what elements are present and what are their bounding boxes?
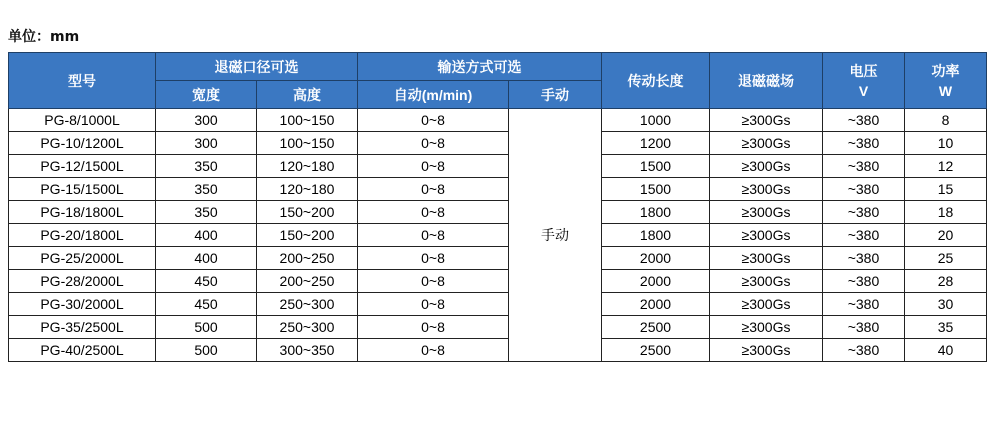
cell-height: 300~350 <box>257 339 358 362</box>
table-row <box>9 293 987 316</box>
header-power <box>905 53 987 109</box>
cell-height: 150~200 <box>257 224 358 247</box>
table-row <box>9 178 987 201</box>
cell-demag-field: ≥300Gs <box>710 201 823 224</box>
cell-width: 450 <box>156 270 257 293</box>
cell-drive-length: 1800 <box>602 224 710 247</box>
cell-voltage: ~380 <box>823 155 905 178</box>
cell-width: 300 <box>156 132 257 155</box>
cell-height: 250~300 <box>257 316 358 339</box>
cell-demag-field: ≥300Gs <box>710 316 823 339</box>
cell-power: 25 <box>905 247 987 270</box>
cell-drive-length: 1500 <box>602 178 710 201</box>
cell-voltage: ~380 <box>823 270 905 293</box>
header-voltage-unit: V <box>858 82 869 99</box>
cell-width: 300 <box>156 109 257 132</box>
cell-model: PG-15/1500L <box>9 178 156 201</box>
cell-width: 400 <box>156 224 257 247</box>
cell-auto: 0~8 <box>358 293 509 316</box>
cell-voltage: ~380 <box>823 293 905 316</box>
table-row <box>9 224 987 247</box>
cell-auto: 0~8 <box>358 109 509 132</box>
cell-voltage: ~380 <box>823 201 905 224</box>
cell-auto: 0~8 <box>358 316 509 339</box>
table-row <box>9 247 987 270</box>
cell-height: 120~180 <box>257 178 358 201</box>
unit-label: 单位：mm <box>8 29 80 45</box>
cell-auto: 0~8 <box>358 270 509 293</box>
cell-width: 450 <box>156 293 257 316</box>
cell-model: PG-25/2000L <box>9 247 156 270</box>
header-voltage-label: 电压 <box>849 62 878 79</box>
table-row <box>9 201 987 224</box>
cell-power: 8 <box>905 109 987 132</box>
cell-width: 500 <box>156 316 257 339</box>
cell-demag-field: ≥300Gs <box>710 109 823 132</box>
cell-width: 350 <box>156 178 257 201</box>
cell-drive-length: 1000 <box>602 109 710 132</box>
cell-auto: 0~8 <box>358 178 509 201</box>
table-body <box>9 109 987 362</box>
table-header <box>9 53 987 109</box>
cell-voltage: ~380 <box>823 109 905 132</box>
cell-height: 250~300 <box>257 293 358 316</box>
cell-model: PG-40/2500L <box>9 339 156 362</box>
cell-voltage: ~380 <box>823 247 905 270</box>
header-manual: 手动 <box>509 81 602 109</box>
header-width: 宽度 <box>156 81 257 109</box>
cell-voltage: ~380 <box>823 316 905 339</box>
table-row <box>9 270 987 293</box>
table-row <box>9 132 987 155</box>
cell-height: 150~200 <box>257 201 358 224</box>
header-auto: 自动(m/min) <box>358 81 509 109</box>
cell-manual-merged: 手动 <box>509 109 602 362</box>
cell-model: PG-18/1800L <box>9 201 156 224</box>
cell-auto: 0~8 <box>358 155 509 178</box>
table-row <box>9 316 987 339</box>
cell-height: 200~250 <box>257 270 358 293</box>
cell-power: 20 <box>905 224 987 247</box>
cell-auto: 0~8 <box>358 224 509 247</box>
cell-drive-length: 1800 <box>602 201 710 224</box>
cell-drive-length: 2500 <box>602 339 710 362</box>
cell-model: PG-20/1800L <box>9 224 156 247</box>
cell-power: 28 <box>905 270 987 293</box>
spec-table <box>8 52 987 362</box>
cell-auto: 0~8 <box>358 132 509 155</box>
cell-width: 350 <box>156 155 257 178</box>
cell-power: 15 <box>905 178 987 201</box>
cell-auto: 0~8 <box>358 201 509 224</box>
cell-drive-length: 2000 <box>602 247 710 270</box>
cell-model: PG-12/1500L <box>9 155 156 178</box>
cell-power: 18 <box>905 201 987 224</box>
cell-height: 200~250 <box>257 247 358 270</box>
header-power-label: 功率 <box>931 62 960 79</box>
cell-demag-field: ≥300Gs <box>710 178 823 201</box>
table-row <box>9 339 987 362</box>
cell-power: 12 <box>905 155 987 178</box>
cell-height: 100~150 <box>257 132 358 155</box>
cell-drive-length: 2500 <box>602 316 710 339</box>
cell-drive-length: 2000 <box>602 293 710 316</box>
cell-model: PG-35/2500L <box>9 316 156 339</box>
header-demag-opening: 退磁口径可选 <box>156 53 358 81</box>
cell-power: 30 <box>905 293 987 316</box>
cell-voltage: ~380 <box>823 224 905 247</box>
cell-drive-length: 1200 <box>602 132 710 155</box>
header-drive-length: 传动长度 <box>602 53 710 109</box>
cell-demag-field: ≥300Gs <box>710 224 823 247</box>
cell-demag-field: ≥300Gs <box>710 247 823 270</box>
cell-height: 120~180 <box>257 155 358 178</box>
cell-demag-field: ≥300Gs <box>710 270 823 293</box>
cell-width: 400 <box>156 247 257 270</box>
cell-width: 500 <box>156 339 257 362</box>
cell-width: 350 <box>156 201 257 224</box>
cell-power: 35 <box>905 316 987 339</box>
header-voltage <box>823 53 905 109</box>
cell-voltage: ~380 <box>823 132 905 155</box>
cell-demag-field: ≥300Gs <box>710 155 823 178</box>
header-height: 高度 <box>257 81 358 109</box>
cell-model: PG-8/1000L <box>9 109 156 132</box>
header-power-unit: W <box>938 82 953 99</box>
cell-model: PG-10/1200L <box>9 132 156 155</box>
cell-drive-length: 2000 <box>602 270 710 293</box>
table-row <box>9 109 987 132</box>
table-row <box>9 155 987 178</box>
cell-voltage: ~380 <box>823 339 905 362</box>
cell-model: PG-30/2000L <box>9 293 156 316</box>
cell-power: 10 <box>905 132 987 155</box>
cell-demag-field: ≥300Gs <box>710 339 823 362</box>
cell-model: PG-28/2000L <box>9 270 156 293</box>
cell-auto: 0~8 <box>358 339 509 362</box>
header-conveyor: 输送方式可选 <box>358 53 602 81</box>
cell-power: 40 <box>905 339 987 362</box>
cell-voltage: ~380 <box>823 178 905 201</box>
cell-height: 100~150 <box>257 109 358 132</box>
cell-demag-field: ≥300Gs <box>710 293 823 316</box>
header-demag-field: 退磁磁场 <box>710 53 823 109</box>
cell-drive-length: 1500 <box>602 155 710 178</box>
header-model: 型号 <box>9 53 156 109</box>
cell-demag-field: ≥300Gs <box>710 132 823 155</box>
cell-auto: 0~8 <box>358 247 509 270</box>
